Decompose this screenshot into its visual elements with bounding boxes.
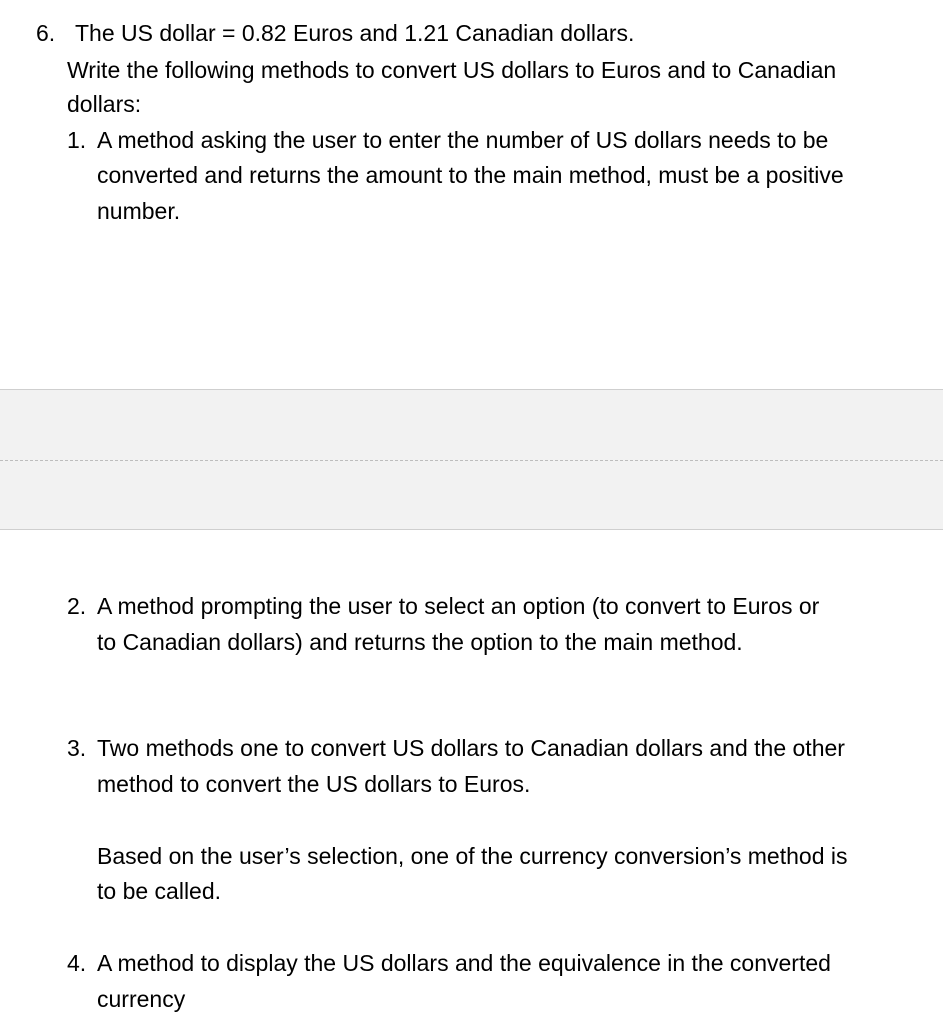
item-4-line-1: A method to display the US dollars and the equivalence in the converted: [97, 950, 831, 976]
item-3-line-1: Two methods one to convert US dollars to Canadian dollars and the other: [97, 735, 845, 761]
item-3-note-line-1: Based on the user’s selection, one of the currency conversion’s method is: [97, 843, 848, 869]
item-3-note-line-2: to be called.: [97, 878, 222, 904]
item-4-number: 4.: [67, 950, 87, 976]
question-title: The US dollar = 0.82 Euros and 1.21 Canadian dollars.: [75, 20, 635, 46]
item-1-line-3: number.: [97, 198, 181, 224]
item-4-line-2: currency: [97, 986, 186, 1012]
instruction-line-2: dollars:: [67, 91, 142, 117]
item-2-line-1: A method prompting the user to select an option (to convert to Euros or: [97, 593, 820, 619]
item-3-number: 3.: [67, 735, 87, 761]
item-2-line-2: to Canadian dollars) and returns the option to the main method.: [97, 629, 743, 655]
item-2-number: 2.: [67, 593, 87, 619]
item-1-line-2: converted and returns the amount to the main method, must be a positive: [97, 162, 844, 188]
page-break-divider: [0, 460, 943, 461]
item-3-line-2: method to convert the US dollars to Euros.: [97, 771, 531, 797]
question-number: 6.: [36, 20, 56, 46]
item-1-line-1: A method asking the user to enter the number of US dollars needs to be: [97, 127, 829, 153]
item-1-number: 1.: [67, 127, 87, 153]
instruction-line-1: Write the following methods to convert US dollars to Euros and to Canadian: [67, 57, 837, 83]
